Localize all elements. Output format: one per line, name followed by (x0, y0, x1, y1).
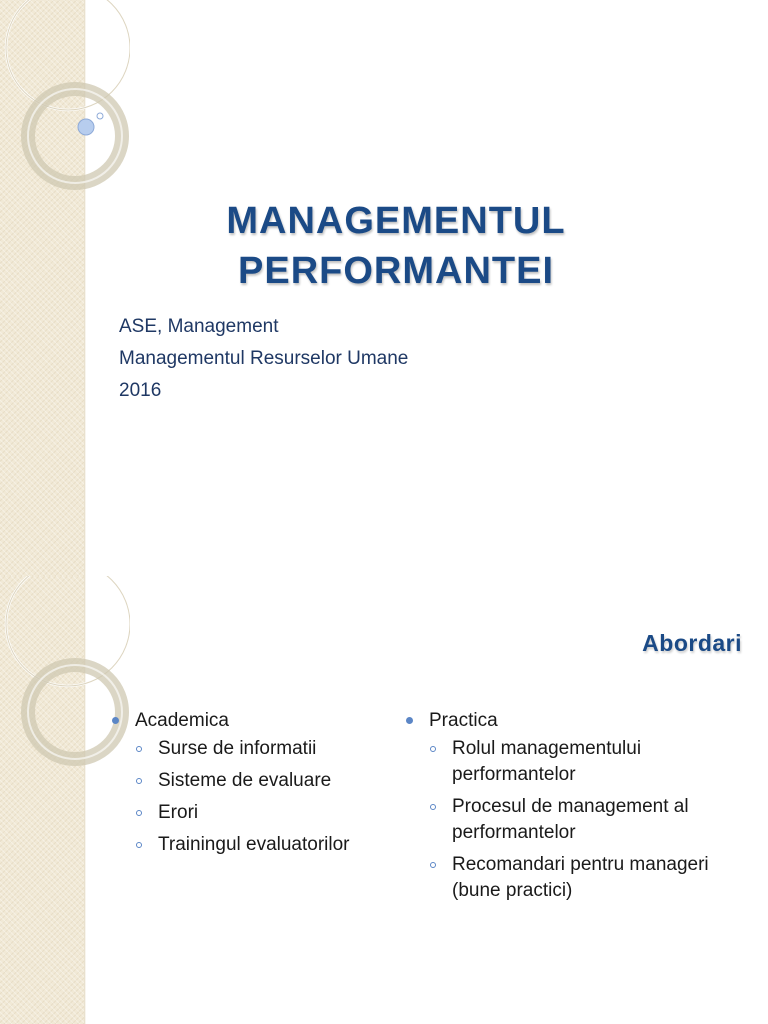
bullet-item (111, 706, 391, 736)
title-line-2: PERFORMANTEI (238, 250, 554, 292)
bullet-item (405, 706, 755, 736)
sub-bullet-text: Surse de informatii (158, 738, 317, 759)
decorative-circles-icon (0, 0, 130, 200)
slide-approaches (0, 576, 768, 1024)
sub-bullet-ring-icon (430, 746, 436, 752)
subtitle-block (119, 311, 679, 407)
sub-bullet-ring-icon (430, 862, 436, 868)
sub-bullet-text: Erori (158, 802, 199, 823)
sub-bullet-ring-icon (430, 804, 436, 810)
sub-bullet-text-line-2: performantelor (452, 822, 576, 843)
slide-title-heading (150, 196, 642, 296)
sub-bullet-item (405, 794, 755, 846)
subtitle-line-2: Managementul Resurselor Umane (119, 348, 409, 369)
sub-bullet-text-line-2: performantelor (452, 764, 576, 785)
sub-bullet-item (111, 768, 391, 794)
sub-bullet-item (405, 852, 755, 904)
subtitle-line-3: 2016 (119, 380, 162, 401)
title-line-1: MANAGEMENTUL (226, 200, 566, 242)
sub-bullet-text-line-1: Rolul managementului (452, 738, 642, 759)
sub-bullet-text-line-1: Recomandari pentru manageri (452, 854, 709, 875)
sub-bullet-item (111, 736, 391, 762)
sub-bullet-item (111, 832, 391, 858)
sub-bullet-ring-icon (136, 810, 142, 816)
sub-bullet-text-line-2: (bune practici) (452, 880, 573, 901)
subtitle-line-1: ASE, Management (119, 316, 279, 337)
bullet-heading: Practica (429, 710, 498, 731)
slide-heading: Abordari (642, 630, 742, 656)
bullet-dot-icon (112, 717, 119, 724)
bullet-column-academic (111, 706, 391, 864)
sub-bullet-item (405, 736, 755, 788)
sub-bullet-text: Sisteme de evaluare (158, 770, 332, 791)
sub-bullet-ring-icon (136, 746, 142, 752)
sub-bullet-text: Trainingul evaluatorilor (158, 834, 350, 855)
bullet-column-practical (405, 706, 755, 910)
sub-bullet-ring-icon (136, 778, 142, 784)
bullet-dot-icon (406, 717, 413, 724)
sub-bullet-item (111, 800, 391, 826)
sub-bullet-ring-icon (136, 842, 142, 848)
sub-bullet-text-line-1: Procesul de management al (452, 796, 689, 817)
bullet-heading: Academica (135, 710, 229, 731)
